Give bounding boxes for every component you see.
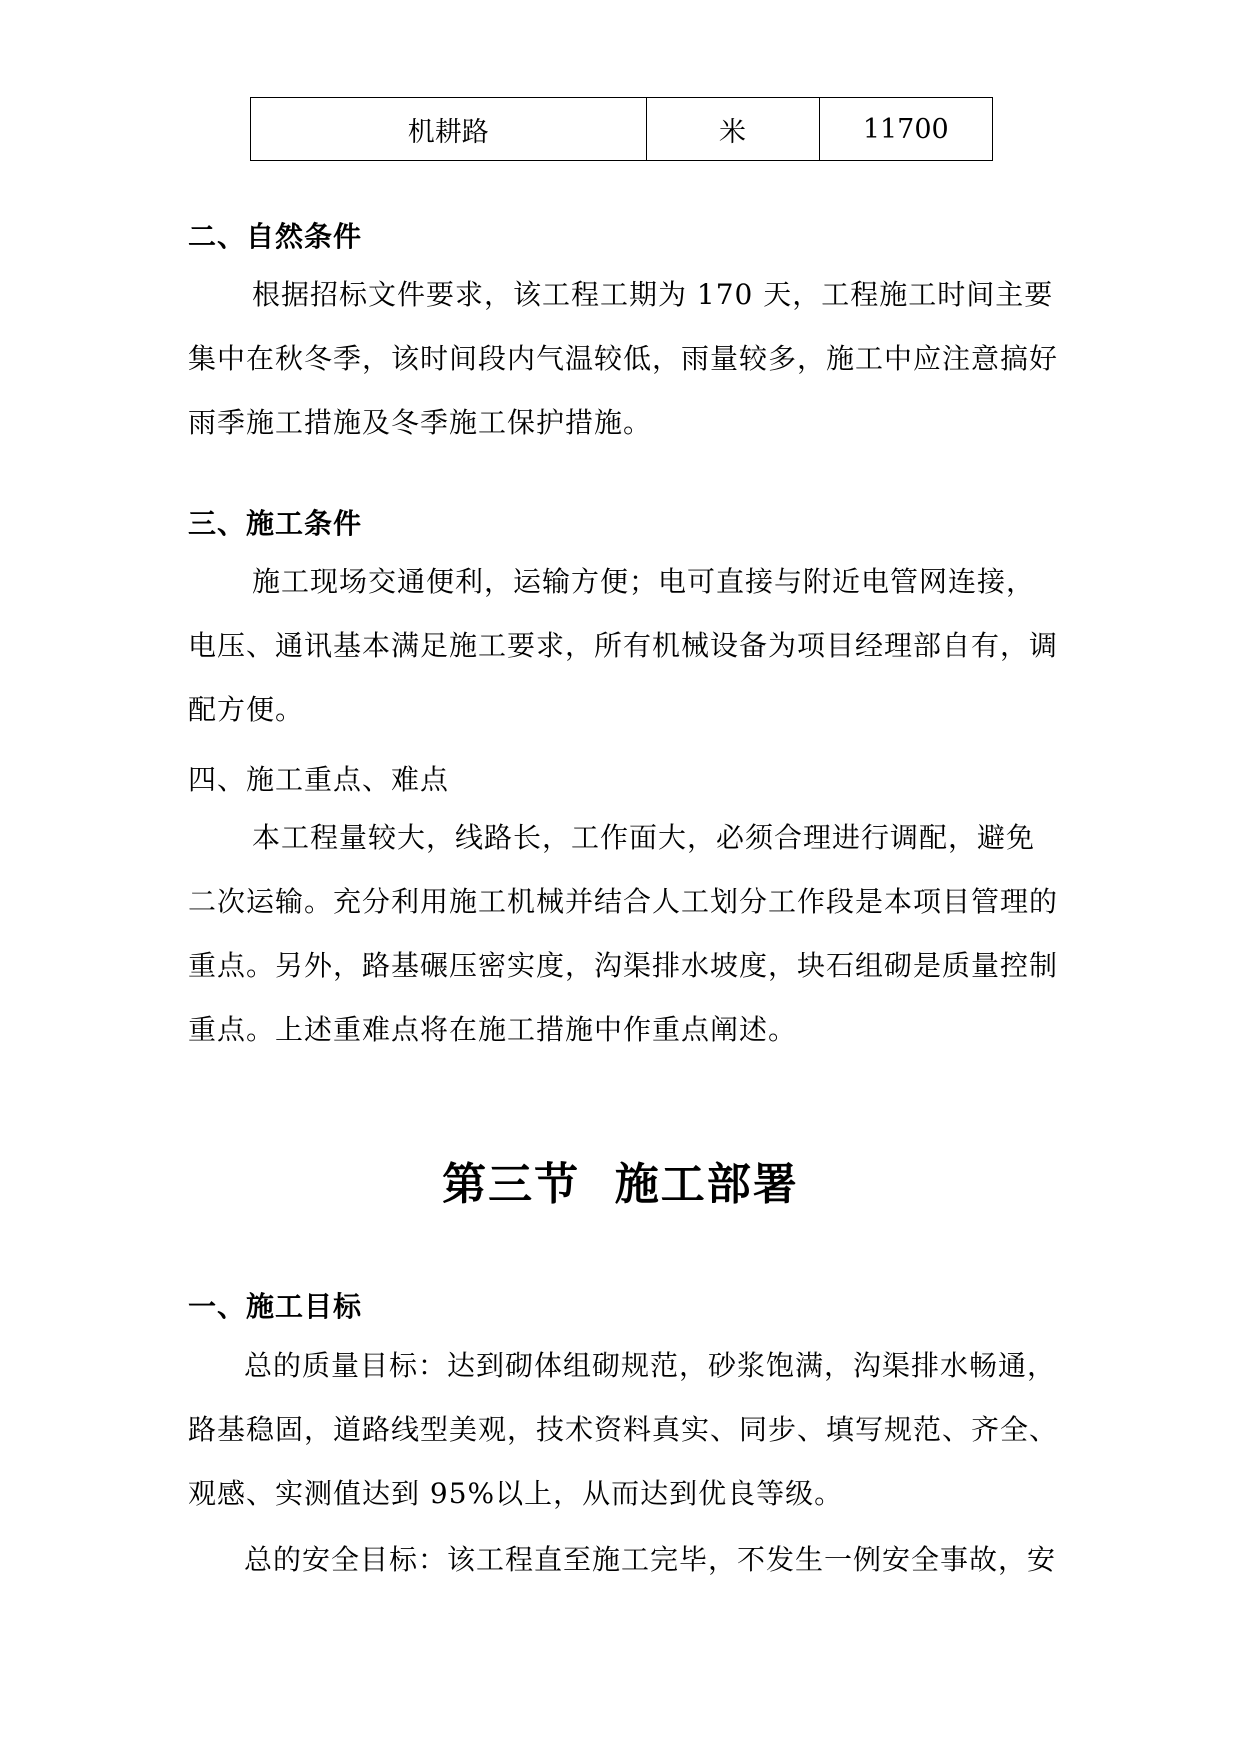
paragraph-line: 重点。另外，路基碾压密实度，沟渠排水坡度，块石组砌是质量控制 (188, 949, 1059, 982)
paragraph-line: 配方便。 (188, 693, 305, 726)
paragraph-line: 雨季施工措施及冬季施工保护措施。 (188, 406, 653, 439)
paragraph-construction-conditions (188, 550, 1059, 742)
paragraph-line: 集中在秋冬季，该时间段内气温较低，雨量较多，施工中应注意搞好 (188, 342, 1059, 375)
heading-construction-conditions: 三、施工条件 (188, 507, 363, 540)
paragraph-line: 电压、通讯基本满足施工要求，所有机械设备为项目经理部自有，调 (188, 629, 1059, 662)
table-row (251, 98, 993, 161)
table-cell-quantity: 11700 (819, 98, 992, 161)
heading-construction-targets: 一、施工目标 (188, 1290, 363, 1323)
paragraph-line: 总的安全目标：该工程直至施工完毕，不发生一例安全事故，安 (244, 1543, 1057, 1576)
paragraph-line: 二次运输。充分利用施工机械并结合人工划分工作段是本项目管理的 (188, 885, 1059, 918)
paragraph-line: 施工现场交通便利，运输方便；电可直接与附近电管网连接， (252, 565, 1036, 598)
heading-key-difficulties: 四、施工重点、难点 (188, 763, 450, 796)
quantity-table (250, 97, 993, 161)
paragraph-natural-conditions (188, 263, 1059, 455)
paragraph-line: 路基稳固，道路线型美观，技术资料真实、同步、填写规范、齐全、 (188, 1413, 1059, 1446)
section-title: 第三节 施工部署 (442, 1159, 799, 1210)
paragraph-key-difficulties (188, 806, 1059, 1062)
paragraph-line: 总的质量目标：达到砌体组砌规范，砂浆饱满，沟渠排水畅通， (244, 1349, 1057, 1382)
paragraph-line: 本工程量较大，线路长，工作面大，必须合理进行调配，避免 (252, 821, 1036, 854)
paragraph-quality-target (188, 1334, 1059, 1526)
paragraph-line: 观感、实测值达到 95%以上，从而达到优良等级。 (188, 1477, 844, 1510)
paragraph-line: 根据招标文件要求，该工程工期为 170 天，工程施工时间主要 (252, 278, 1054, 311)
heading-natural-conditions: 二、自然条件 (188, 220, 363, 253)
table-cell-unit: 米 (646, 98, 819, 161)
table-cell-item: 机耕路 (251, 98, 647, 161)
paragraph-safety-target (188, 1528, 1057, 1592)
paragraph-line: 重点。上述重难点将在施工措施中作重点阐述。 (188, 1013, 798, 1046)
